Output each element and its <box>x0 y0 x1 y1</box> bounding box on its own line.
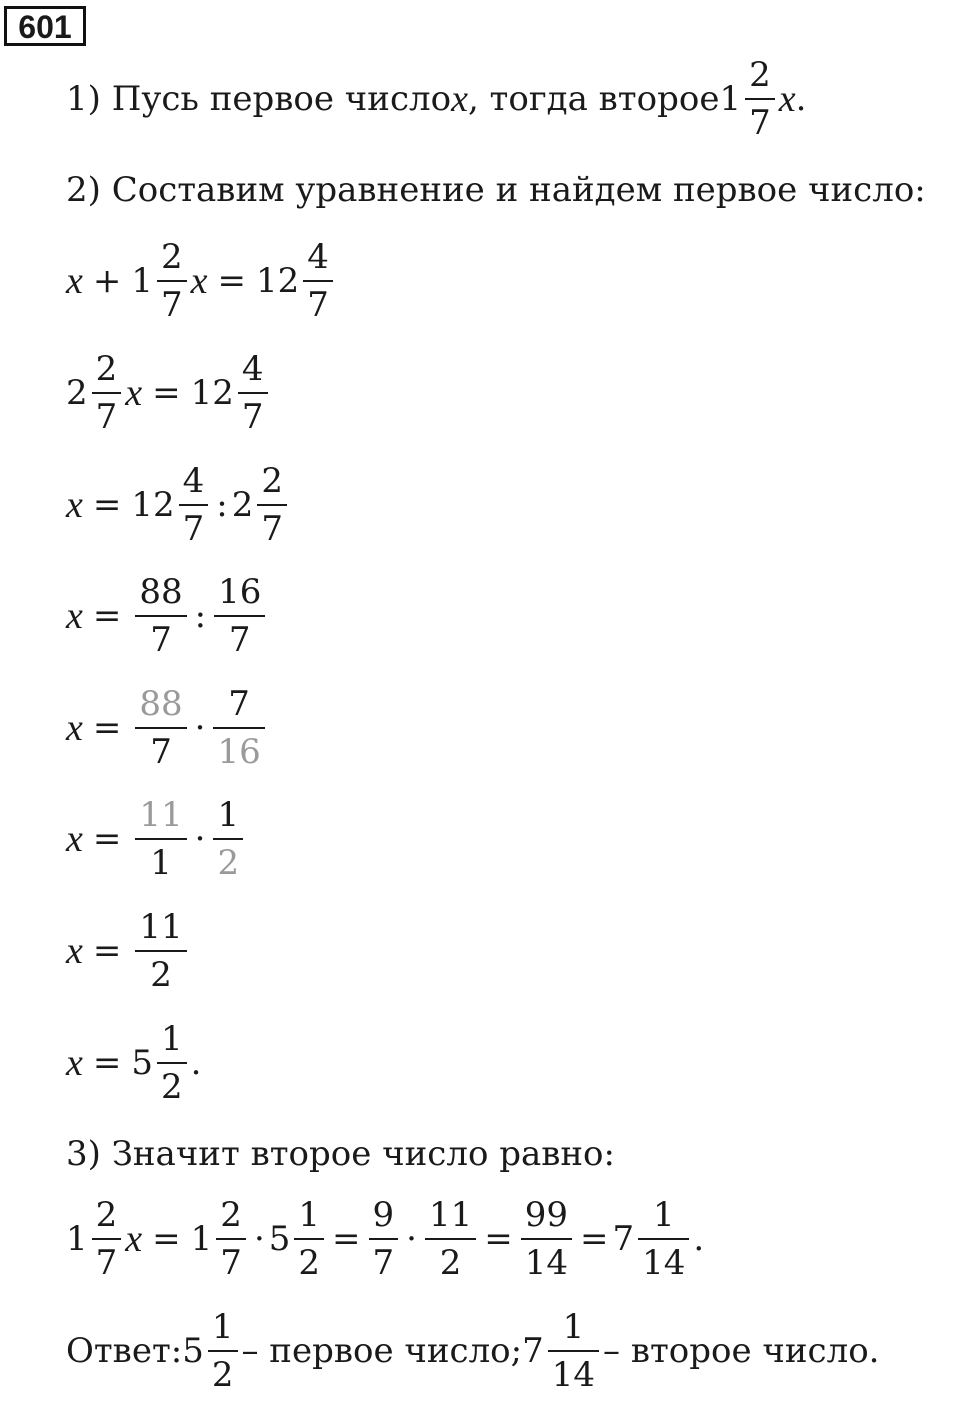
answer-label: Ответ: <box>66 1331 183 1371</box>
mixed-number <box>719 55 778 143</box>
fraction <box>521 1195 572 1283</box>
variable-x: x <box>778 78 796 120</box>
numerator: 1 <box>217 795 240 835</box>
step3-text: 3) Значит второе число равно: <box>66 1134 615 1174</box>
denominator: 14 <box>521 1238 572 1280</box>
cancelled-denominator: 2 <box>213 838 243 880</box>
numerator: 1 <box>652 1195 675 1235</box>
cancelled-numerator: 11 <box>139 795 183 835</box>
denominator: 7 <box>179 504 209 546</box>
answer-text-1: – первое число; <box>241 1331 523 1371</box>
equals-sign: = <box>92 1043 122 1083</box>
equals-sign: = <box>92 596 122 636</box>
variable-x: x <box>66 707 83 749</box>
whole-part: 2 <box>66 373 88 413</box>
whole-part: 7 <box>612 1219 635 1259</box>
denominator: 1 <box>135 838 186 880</box>
variable-x: x <box>125 372 143 414</box>
fraction <box>135 572 186 660</box>
numerator: 2 <box>95 1195 118 1235</box>
denominator: 7 <box>238 392 268 434</box>
whole-part: 12 <box>190 373 234 413</box>
fraction <box>135 795 186 883</box>
step2-text: 2) Составим уравнение и найдем первое число: <box>66 170 926 210</box>
fraction <box>179 461 209 549</box>
denominator: 2 <box>425 1238 476 1280</box>
denominator: 7 <box>257 504 287 546</box>
numerator: 88 <box>139 572 183 612</box>
denominator: 7 <box>92 392 122 434</box>
equation-7 <box>66 907 191 995</box>
numerator: 4 <box>307 237 329 277</box>
whole-part: 1 <box>190 1219 213 1259</box>
multiply-dot: · <box>406 1219 417 1259</box>
denominator: 2 <box>157 1062 187 1104</box>
whole-part: 5 <box>131 1043 154 1083</box>
equation-1 <box>66 237 337 325</box>
numerator: 7 <box>228 684 250 724</box>
fraction <box>92 1195 122 1283</box>
fraction <box>208 1307 238 1395</box>
variable-x: x <box>66 818 83 860</box>
numerator: 2 <box>749 55 771 95</box>
denominator: 2 <box>294 1238 324 1280</box>
step1-text2: , тогда второе <box>467 79 720 119</box>
period: . <box>693 1219 705 1259</box>
equals-sign: = <box>152 1219 181 1259</box>
multiply-dot: · <box>194 708 206 748</box>
fraction <box>214 572 265 660</box>
fraction <box>638 1195 689 1283</box>
fraction <box>135 684 186 772</box>
fraction <box>135 907 186 995</box>
denominator: 7 <box>745 98 775 140</box>
multiply-dot: · <box>253 1219 265 1259</box>
step2-line <box>66 170 926 210</box>
fraction <box>294 1195 324 1283</box>
whole-part: 1 <box>131 261 154 301</box>
numerator: 2 <box>161 237 183 277</box>
numerator: 2 <box>220 1195 242 1235</box>
equation-2 <box>66 349 272 437</box>
step1-text: 1) Пусь первое число <box>66 79 452 119</box>
numerator: 9 <box>372 1195 395 1235</box>
variable-x: x <box>66 260 83 302</box>
variable-x: x <box>190 260 208 302</box>
fraction <box>213 795 243 883</box>
numerator: 11 <box>428 1195 473 1235</box>
multiply-dot: · <box>194 819 206 859</box>
variable-x: x <box>66 595 83 637</box>
denominator: 7 <box>369 1238 399 1280</box>
fraction <box>216 1195 246 1283</box>
equation-6 <box>66 795 247 883</box>
equals-sign: = <box>92 485 122 525</box>
whole-part: 7 <box>522 1331 544 1371</box>
whole-part: 12 <box>131 485 175 525</box>
equation-9 <box>66 1195 705 1283</box>
cancelled-denominator: 16 <box>213 727 264 769</box>
denominator: 14 <box>638 1238 689 1280</box>
equals-sign: = <box>92 819 122 859</box>
numerator: 16 <box>218 572 262 612</box>
numerator: 1 <box>562 1307 585 1347</box>
whole-part: 1 <box>719 79 742 119</box>
equals-sign: = <box>152 373 181 413</box>
variable-x: x <box>66 930 83 972</box>
problem-number: 601 <box>4 6 86 46</box>
numerator: 11 <box>139 907 183 947</box>
plus-sign: + <box>92 261 122 301</box>
answer-text-2: – второе число. <box>603 1331 880 1371</box>
variable-x: x <box>125 1218 143 1260</box>
denominator: 14 <box>548 1350 599 1392</box>
variable-x: x <box>66 484 83 526</box>
equation-3 <box>66 461 291 549</box>
variable-x: x <box>451 78 468 120</box>
denominator: 7 <box>214 615 265 657</box>
equals-sign: = <box>92 931 122 971</box>
fraction <box>303 237 333 325</box>
fraction <box>369 1195 399 1283</box>
equals-sign: = <box>217 261 247 301</box>
fraction <box>548 1307 599 1395</box>
whole-part: 2 <box>231 485 254 525</box>
fraction <box>213 684 264 772</box>
fraction <box>157 237 187 325</box>
whole-part: 5 <box>268 1219 291 1259</box>
numerator: 4 <box>182 461 205 501</box>
equals-sign: = <box>580 1219 609 1259</box>
denominator: 7 <box>135 727 186 769</box>
equation-5 <box>66 684 269 772</box>
numerator: 2 <box>261 461 284 501</box>
equation-8 <box>66 1019 202 1107</box>
whole-part: 1 <box>66 1219 88 1259</box>
equation-4 <box>66 572 269 660</box>
period: . <box>795 79 807 119</box>
numerator: 1 <box>161 1019 183 1059</box>
fraction <box>92 349 122 437</box>
period: . <box>190 1043 202 1083</box>
equals-sign: = <box>484 1219 513 1259</box>
whole-part: 5 <box>182 1331 204 1371</box>
fraction <box>425 1195 476 1283</box>
whole-part: 12 <box>256 261 300 301</box>
fraction <box>238 349 268 437</box>
variable-x: x <box>66 1042 83 1084</box>
numerator: 4 <box>241 349 264 389</box>
denominator: 7 <box>92 1238 122 1280</box>
numerator: 99 <box>524 1195 569 1235</box>
numerator: 1 <box>211 1307 234 1347</box>
equals-sign: = <box>92 708 122 748</box>
fraction <box>745 55 775 143</box>
denominator: 7 <box>157 280 187 322</box>
equals-sign: = <box>332 1219 361 1259</box>
step3-line <box>66 1134 615 1174</box>
answer-line <box>66 1307 880 1395</box>
cancelled-numerator: 88 <box>139 684 183 724</box>
denominator: 7 <box>303 280 333 322</box>
denominator: 2 <box>208 1350 238 1392</box>
fraction <box>157 1019 187 1107</box>
step1-line <box>66 55 807 143</box>
fraction <box>257 461 287 549</box>
numerator: 2 <box>95 349 118 389</box>
division-sign: : <box>216 485 228 525</box>
denominator: 7 <box>135 615 186 657</box>
denominator: 7 <box>216 1238 246 1280</box>
division-sign: : <box>194 596 207 636</box>
numerator: 1 <box>298 1195 321 1235</box>
denominator: 2 <box>135 950 186 992</box>
